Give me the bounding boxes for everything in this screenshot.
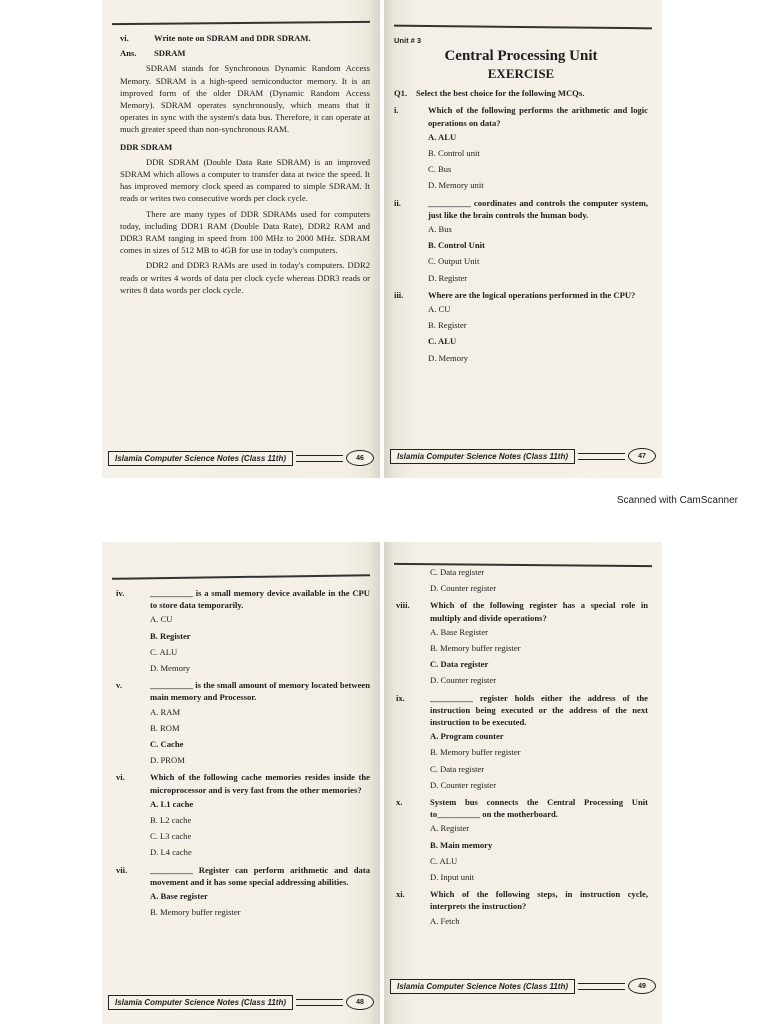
mcq-option: B. Memory buffer register xyxy=(430,747,521,758)
mcq-option: A. Program counter xyxy=(430,731,504,742)
mcq-option: A. L1 cache xyxy=(150,798,194,809)
mcq-option: C. Data register xyxy=(430,763,485,774)
carried-options xyxy=(396,566,648,594)
q1-text: Select the best choice for the following MCQs. xyxy=(416,88,585,99)
top-rule xyxy=(112,21,370,25)
mcq-number: iv. xyxy=(116,588,125,598)
page-number: 49 xyxy=(628,978,656,994)
mcq-question xyxy=(116,587,370,611)
mcq-option: C. ALU xyxy=(150,646,178,657)
footer-rule xyxy=(578,453,625,460)
mcq-question xyxy=(396,599,648,623)
mcq-text: Which of the following steps, in instruction cycle, interprets the instruction? xyxy=(430,889,648,912)
mcq-option: A. CU xyxy=(428,303,451,314)
page-footer xyxy=(108,992,374,1012)
mcq-text: Which of the following register has a special role in multiply and divide operations? xyxy=(430,600,648,623)
exercise-heading: EXERCISE xyxy=(487,65,555,81)
mcq-option: A. ALU xyxy=(428,131,457,142)
page-47-content xyxy=(394,36,648,368)
mcq-option: B. ROM xyxy=(150,722,180,733)
page-48-content xyxy=(116,582,370,922)
page-49-content xyxy=(396,566,648,931)
top-rule xyxy=(394,25,652,30)
unit-label: Unit # 3 xyxy=(394,36,422,45)
mcq-number: x. xyxy=(396,797,403,808)
page-number: 46 xyxy=(346,450,374,466)
mcq-text: __________ coordinates and controls the computer system, just like the brain controls the human body. xyxy=(428,197,648,220)
mcq-option: C. Bus xyxy=(428,164,452,175)
top-rule xyxy=(112,574,370,580)
footer-title: Islamia Computer Science Notes (Class 11th) xyxy=(108,451,293,466)
mcq-option: D. Register xyxy=(428,272,468,283)
mcq-number: ii. xyxy=(394,197,401,208)
mcq-text: System bus connects the Central Processing Unit to__________ on the motherboard. xyxy=(430,797,648,820)
mcq-question xyxy=(116,679,370,703)
page-footer xyxy=(108,448,374,468)
mcq-text: Which of the following cache memories resides inside the microprocessor and is very fast from the other memories? xyxy=(150,772,370,795)
mcq-option: B. Memory buffer register xyxy=(150,907,241,918)
mcq-option: D. Counter register xyxy=(430,779,497,790)
mcq-question xyxy=(394,104,648,128)
footer-title: Islamia Computer Science Notes (Class 11th) xyxy=(390,449,575,464)
ddr-types-paragraph: There are many types of DDR SDRAMs used for computers today, including DDR1 RAM (Double Data Rate), DDR2 RAM and DDR3 RAM ranging in speed from 100 MHz to 2000 MHz. SDRAM comes in sizes of 512 MB to 4GB for use in today's computers. xyxy=(120,208,370,256)
scanner-credit: Scanned with CamScanner xyxy=(616,495,738,506)
mcq-option: C. Data register xyxy=(430,659,489,670)
page-footer xyxy=(390,446,656,466)
mcq-option: A. Base register xyxy=(150,891,208,902)
page-number: 47 xyxy=(628,448,656,464)
mcq-option: C. ALU xyxy=(428,336,457,347)
answer-heading xyxy=(120,47,370,59)
q1-number: Q1. xyxy=(394,88,408,99)
mcq-option: A. Bus xyxy=(428,223,452,234)
mcq-option: B. L2 cache xyxy=(150,815,192,826)
ddr2-ddr3-paragraph: DDR2 and DDR3 RAMs are used in today's computers. DDR2 reads or writes 4 words of data per clock cycle whereas DDR3 reads or writes 8 data words per clock cycle. xyxy=(120,260,370,295)
mcq-option: D. Memory unit xyxy=(428,180,484,191)
mcq-option: D. PROM xyxy=(150,755,185,766)
question-heading xyxy=(120,32,370,44)
footer-rule xyxy=(578,983,625,990)
mcq-option: D. Input unit xyxy=(430,872,475,883)
mcq-option: C. ALU xyxy=(430,855,458,866)
mcq-question xyxy=(116,864,370,888)
footer-title: Islamia Computer Science Notes (Class 11th) xyxy=(108,995,293,1010)
mcq-option: B. Main memory xyxy=(430,839,493,850)
page-footer xyxy=(390,976,656,996)
mcq-option: C. Cache xyxy=(150,739,184,750)
mcq-text: Where are the logical operations performed in the CPU? xyxy=(428,289,636,300)
mcq-option: D. Counter register xyxy=(430,583,497,594)
mcq-question xyxy=(396,796,648,820)
mcq-list xyxy=(116,587,370,918)
mcq-text: __________ Register can perform arithmetic and data movement and it has some special addressing abilities. xyxy=(150,864,370,887)
question-number: vi. xyxy=(120,33,129,43)
footer-rule xyxy=(296,999,343,1006)
mcq-option: A. Fetch xyxy=(430,915,460,926)
mcq-option: B. Memory buffer register xyxy=(430,643,521,654)
mcq-number: viii. xyxy=(396,600,410,611)
mcq-number: ix. xyxy=(396,692,405,703)
mcq-question xyxy=(396,692,648,729)
mcq-option: B. Register xyxy=(150,630,191,641)
mcq-option: D. Memory xyxy=(428,352,469,363)
mcq-option: B. Control Unit xyxy=(428,240,485,251)
mcq-question xyxy=(394,289,648,301)
q1-heading xyxy=(394,87,648,99)
footer-rule xyxy=(296,455,343,462)
mcq-number: vi. xyxy=(116,772,125,783)
mcq-option: C. L3 cache xyxy=(150,831,192,842)
page-49 xyxy=(384,542,662,1024)
mcq-option: D. Memory xyxy=(150,663,191,674)
chapter-title: Central Processing Unit xyxy=(444,47,598,64)
ddr-paragraph: DDR SDRAM (Double Data Rate SDRAM) is an improved SDRAM which allows a computer to transfer data at twice the speed. It has improved memory clock speed as compared to simple SDRAM. It reads or writes two consecutive words per clock cycle. xyxy=(120,156,370,204)
mcq-option: B. Register xyxy=(428,320,467,331)
mcq-question xyxy=(116,771,370,795)
page-number: 48 xyxy=(346,994,374,1010)
mcq-number: v. xyxy=(116,680,122,691)
mcq-option: C. Output Unit xyxy=(428,256,480,267)
mcq-text: Which of the following performs the arithmetic and logic operations on data? xyxy=(428,105,648,128)
mcq-text: __________ register holds either the address of the instruction being executed or the address of the next instruction to be executed. xyxy=(430,692,648,728)
mcq-question xyxy=(394,197,648,221)
mcq-option: B. Control unit xyxy=(428,147,480,158)
mcq-number: i. xyxy=(394,105,399,116)
page-46 xyxy=(102,0,380,478)
answer-label: Ans. xyxy=(120,48,137,59)
sdram-heading: SDRAM xyxy=(154,48,186,59)
page-48 xyxy=(102,542,380,1024)
mcq-list xyxy=(394,104,648,363)
mcq-list xyxy=(396,599,648,926)
page-47 xyxy=(384,0,662,478)
mcq-text: __________ is the small amount of memory located between main memory and Processor. xyxy=(150,680,370,703)
sdram-paragraph: SDRAM stands for Synchronous Dynamic Random Access Memory. SDRAM is a high-speed semiconductor memory. It is an improved form of the older DRAM (Dynamic Random Access Memory). SDRAM operates synchronously, which means that it operates in sync with the system's data bus. Therefore, it can operate at much greater speed than non-synchronous RAM. xyxy=(120,63,370,135)
mcq-option: C. Data register xyxy=(430,567,485,577)
page-46-content xyxy=(120,32,370,299)
mcq-number: vii. xyxy=(116,864,128,875)
mcq-option: A. Register xyxy=(430,823,470,834)
mcq-option: A. CU xyxy=(150,614,173,625)
footer-title: Islamia Computer Science Notes (Class 11th) xyxy=(390,979,575,994)
mcq-number: iii. xyxy=(394,289,404,300)
mcq-text: __________ is a small memory device available in the CPU to store data temporarily. xyxy=(150,588,370,611)
mcq-number: xi. xyxy=(396,889,405,900)
ddr-heading: DDR SDRAM xyxy=(120,141,173,152)
mcq-question xyxy=(396,888,648,912)
mcq-option: A. RAM xyxy=(150,706,181,717)
mcq-option: D. L4 cache xyxy=(150,847,192,858)
mcq-option: D. Counter register xyxy=(430,675,497,686)
question-text: Write note on SDRAM and DDR SDRAM. xyxy=(154,33,311,43)
mcq-option: A. Base Register xyxy=(430,626,488,637)
